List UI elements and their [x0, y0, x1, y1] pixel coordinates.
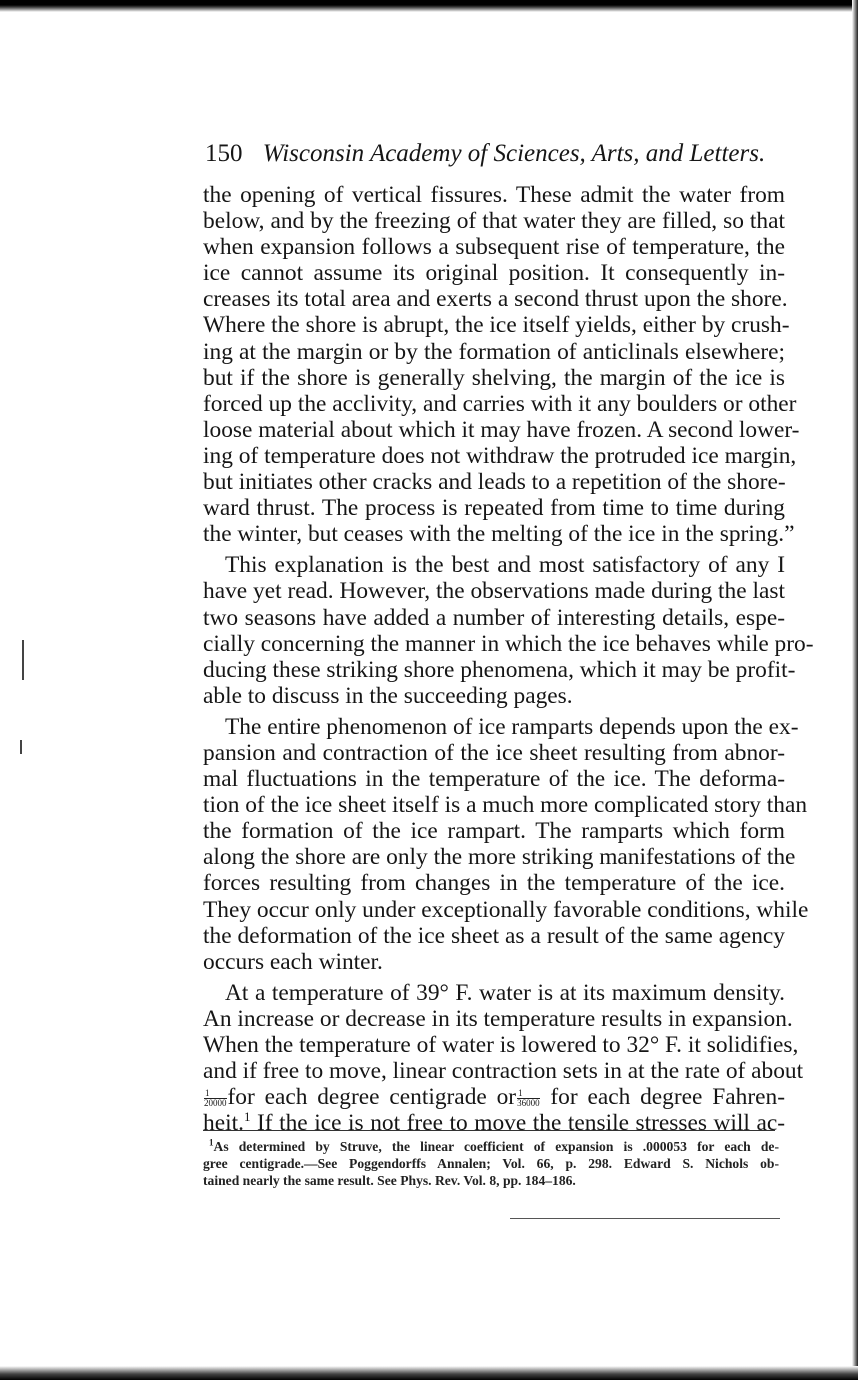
- scan-right-edge: [852, 0, 858, 1380]
- text-line: ice cannot assume its original position. It consequently in-: [203, 260, 785, 287]
- paragraph: [203, 552, 814, 709]
- paragraph-expansion: [203, 979, 804, 1137]
- text-line: When the temperature of water is lowered to 32° F. it solidifies,: [203, 1032, 799, 1058]
- text-line: pansion and contraction of the ice sheet resulting from abnor-: [203, 739, 785, 766]
- text-line: but if the shore is generally shelving, the margin of the ice is: [203, 364, 785, 391]
- text-line: the deformation of the ice sheet as a result of the same agency: [203, 922, 785, 949]
- text-line: An increase or decrease in its temperature results in expansion.: [203, 1005, 793, 1032]
- text-line: but initiates other cracks and leads to a repetition of the shore-: [203, 469, 786, 496]
- paragraphs: [203, 182, 814, 975]
- footnote-reference: 1: [243, 1109, 251, 1125]
- paragraph: [203, 713, 809, 975]
- text-line: along the shore are only the more striking manifestations of the: [203, 844, 796, 871]
- body-text: [203, 182, 814, 1137]
- footnote-rule: [203, 1130, 775, 1131]
- bottom-rule: [510, 1218, 780, 1219]
- footnote-line: tained nearly the same result. See Phys. Rev. Vol. 8, pp. 184–186.: [203, 1173, 576, 1188]
- fraction-numerator: 1: [204, 1089, 227, 1099]
- text-run: for each degree centigrade or: [227, 1084, 517, 1111]
- text-line: At a temperature of 39° F. water is at its maximum density.: [225, 979, 785, 1006]
- text-line: forces resulting from changes in the temperature of the ice.: [203, 870, 785, 897]
- text-line: loose material about which it may have frozen. A second lower-: [203, 416, 800, 443]
- text-line: occurs each winter.: [203, 948, 383, 975]
- fraction: [204, 1089, 227, 1108]
- text-run: heit.: [203, 1110, 244, 1137]
- footnote: [203, 1138, 779, 1189]
- text-line: the formation of the ice rampart. The ramparts which form: [203, 818, 785, 845]
- text-line: the opening of vertical fissures. These admit the water from: [203, 182, 785, 208]
- scan-top-edge: [0, 0, 858, 12]
- text-line: cially concerning the manner in which the ice behaves while pro-: [203, 630, 814, 657]
- text-line: tion of the ice sheet itself is a much more complicated story than: [203, 792, 808, 819]
- footnote-marker: 1: [209, 1137, 214, 1148]
- text-line: forced up the acclivity, and carries with it any boulders or other: [203, 390, 797, 417]
- text-line: ducing these striking shore phenomena, which it may be profit-: [203, 656, 796, 683]
- text-line: and if free to move, linear contraction sets in at the rate of about: [203, 1058, 804, 1085]
- text-line: ing of temperature does not withdraw the protruded ice margin,: [203, 442, 797, 469]
- text-line: mal fluctuations in the temperature of the ice. The deforma-: [203, 766, 785, 793]
- text-line: two seasons have added a number of interesting details, espe-: [203, 604, 785, 631]
- text-line: the winter, but ceases with the melting of the ice in the spring.”: [203, 521, 795, 548]
- fraction-denominator: 36000: [517, 1098, 540, 1109]
- text-run: If the ice is not free to move the tensile stresses will ac-: [250, 1110, 785, 1137]
- fraction-numerator: 1: [517, 1089, 540, 1099]
- footnote-line: [203, 1138, 779, 1155]
- text-line: have yet read. However, the observations made during the last: [203, 578, 785, 605]
- page-number: 150: [205, 140, 243, 167]
- text-line: This explanation is the best and most satisfactory of any I: [225, 552, 785, 579]
- text-line: They occur only under exceptionally favorable conditions, while: [203, 896, 809, 923]
- text-line: Where the shore is abrupt, the ice itself yields, either by crush-: [203, 312, 790, 339]
- text-line: [203, 1110, 785, 1136]
- paragraph: [203, 182, 800, 548]
- margin-pencil-mark: [20, 740, 22, 754]
- text-line: ing at the margin or by the formation of anticlinals elsewhere;: [203, 338, 785, 365]
- text-line: ward thrust. The process is repeated from time to time during: [203, 495, 785, 522]
- scan-bottom-edge: [0, 1366, 858, 1380]
- text-line: below, and by the freezing of that water they are filled, so that: [203, 208, 785, 235]
- text-line: The entire phenomenon of ice ramparts depends upon the ex-: [225, 713, 799, 740]
- text-run: for each degree Fahren-: [550, 1084, 785, 1111]
- running-title: Wisconsin Academy of Sciences, Arts, and Letters.: [262, 140, 766, 167]
- running-header: [205, 137, 765, 171]
- text-line: when expansion follows a subsequent rise of temperature, the: [203, 234, 785, 261]
- fraction: [517, 1089, 540, 1108]
- text-line: [203, 1084, 785, 1110]
- fraction-denominator: 20000: [204, 1098, 227, 1109]
- text-line: creases its total area and exerts a second thrust upon the shore.: [203, 286, 788, 313]
- margin-pencil-mark: [22, 640, 24, 680]
- footnote-line: gree centigrade.—See Poggendorffs Annalen; Vol. 66, p. 298. Edward S. Nichols ob-: [203, 1156, 779, 1171]
- text-run: As determined by Struve, the linear coefficient of expansion is .000053 for each de-: [213, 1139, 779, 1154]
- text-line: able to discuss in the succeeding pages.: [203, 682, 573, 709]
